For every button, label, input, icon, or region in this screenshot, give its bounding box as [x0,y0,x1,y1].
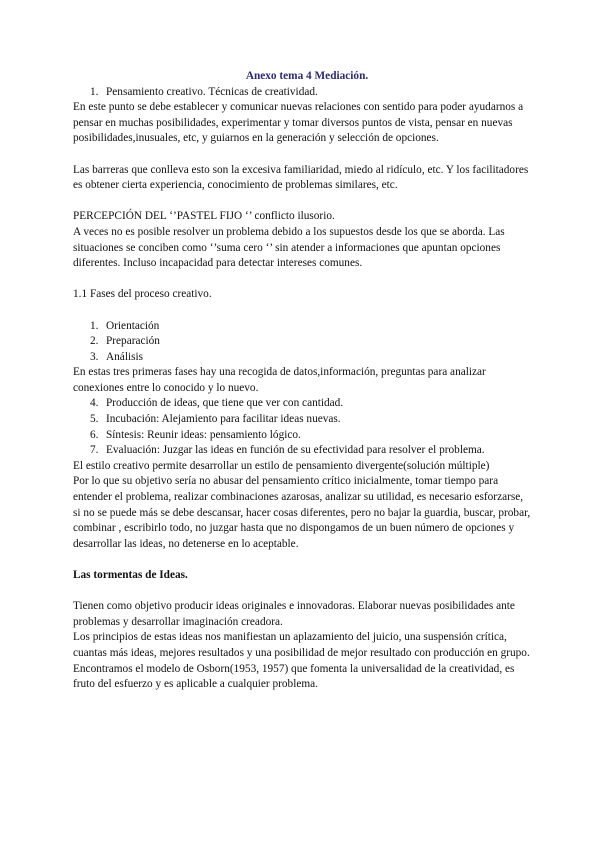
list-item [73,85,533,101]
paragraph-tormentas-principles: Los principios de estas ideas nos manifiestan un aplazamiento del juicio, una suspensión crítica, cuantas más ideas, mejores resultados y una posibilidad de mejor resultado con producción en grupo. [73,631,530,659]
list-number: 5. [90,413,99,426]
list-item [73,334,533,350]
paragraph-intro: En este punto se debe establecer y comunicar nuevas relaciones con sentido para poder ayudarnos a pensar en muchas posibilidades, experimentar y tomar diversos puntos de vista, pensar en nuevas posibilidades,inusuales, etc, y guiarnos en la generación y selección de opciones. [73,101,524,145]
numbered-list-intro [73,85,533,101]
percepcion-heading: PERCEPCIÓN DEL ‘’PASTEL FIJO ‘’ conflicto ilusorio. [73,210,335,223]
list-text: Evaluación: Juzgar las ideas en función de su efectividad para resolver el problema. [106,444,485,457]
list-text: Preparación [106,335,160,348]
list-number: 2. [90,335,99,348]
list-item [73,396,533,412]
list-text: Síntesis: Reunir ideas: pensamiento lógico. [106,428,301,441]
list-text: Incubación: Alejamiento para facilitar ideas nuevas. [106,413,341,426]
list-item [73,428,533,444]
section-heading-1-1: 1.1 Fases del proceso creativo. [73,288,212,301]
document-title: Anexo tema 4 Mediación. [245,70,369,82]
tormentas-heading: Las tormentas de Ideas. [73,569,188,581]
list-number: 7. [90,444,99,457]
phases-list-first [73,319,533,366]
list-number: 1. [90,85,99,98]
paragraph-osborn: Encontramos el modelo de Osborn(1953, 1957) que fomenta la universalidad de la creatividad, es fruto del esfuerzo y es aplicable a cualquier problema. [73,662,515,691]
paragraph-objective: Por lo que su objetivo sería no abusar del pensamiento crítico inicialmente, tomar tiempo para entender el problema, realizar combinaciones azarosas, analizar su utilidad, es necesario esforzarse, si no se puede más se debe descansar, hacer cosas diferentes, pero no bajar la guardia, buscar, probar, combinar , escribirlo todo, no juzgar hasta que no dispongamos de un buen número de opciones y desarrollar las ideas, no detenerse en lo aceptable. [73,475,531,550]
paragraph-tormentas-objective: Tienen como objetivo producir ideas originales e innovadoras. Elaborar nuevas posibilidades ante problemas y desarrollar imaginación creadora. [73,600,515,628]
list-item [73,412,533,428]
paragraph-barriers: Las barreras que conlleva esto son la excesiva familiaridad, miedo al ridículo, etc. Y los facilitadores es obtener cierta experiencia, conocimiento de problemas similares, etc. [73,163,529,192]
list-text: Producción de ideas, que tiene que ver con cantidad. [106,397,344,410]
list-text: Orientación [106,319,160,332]
list-number: 4. [90,397,99,410]
phases-list-second [73,396,533,458]
document-body [73,69,533,693]
list-text: Pensamiento creativo. Técnicas de creatividad. [106,85,318,98]
paragraph-percepcion: A veces no es posible resolver un problema debido a los supuestos desde los que se aborda. Las situaciones se conciben como ‘’suma cero ‘’ sin atender a informaciones que apuntan opciones diferentes. Incluso incapacidad para detectar intereses comunes. [73,225,505,270]
list-number: 3. [90,350,99,363]
list-number: 6. [90,428,99,441]
list-item [73,319,533,335]
list-number: 1. [90,319,99,332]
list-item [73,443,533,459]
paragraph-creative-style: El estilo creativo permite desarrollar un estilo de pensamiento divergente(solución múltiple) [73,459,490,472]
list-item [73,350,533,366]
paragraph-first-phases: En estas tres primeras fases hay una recogida de datos,información, preguntas para analizar conexiones entre lo conocido y lo nuevo. [73,366,486,394]
list-text: Análisis [106,350,144,363]
